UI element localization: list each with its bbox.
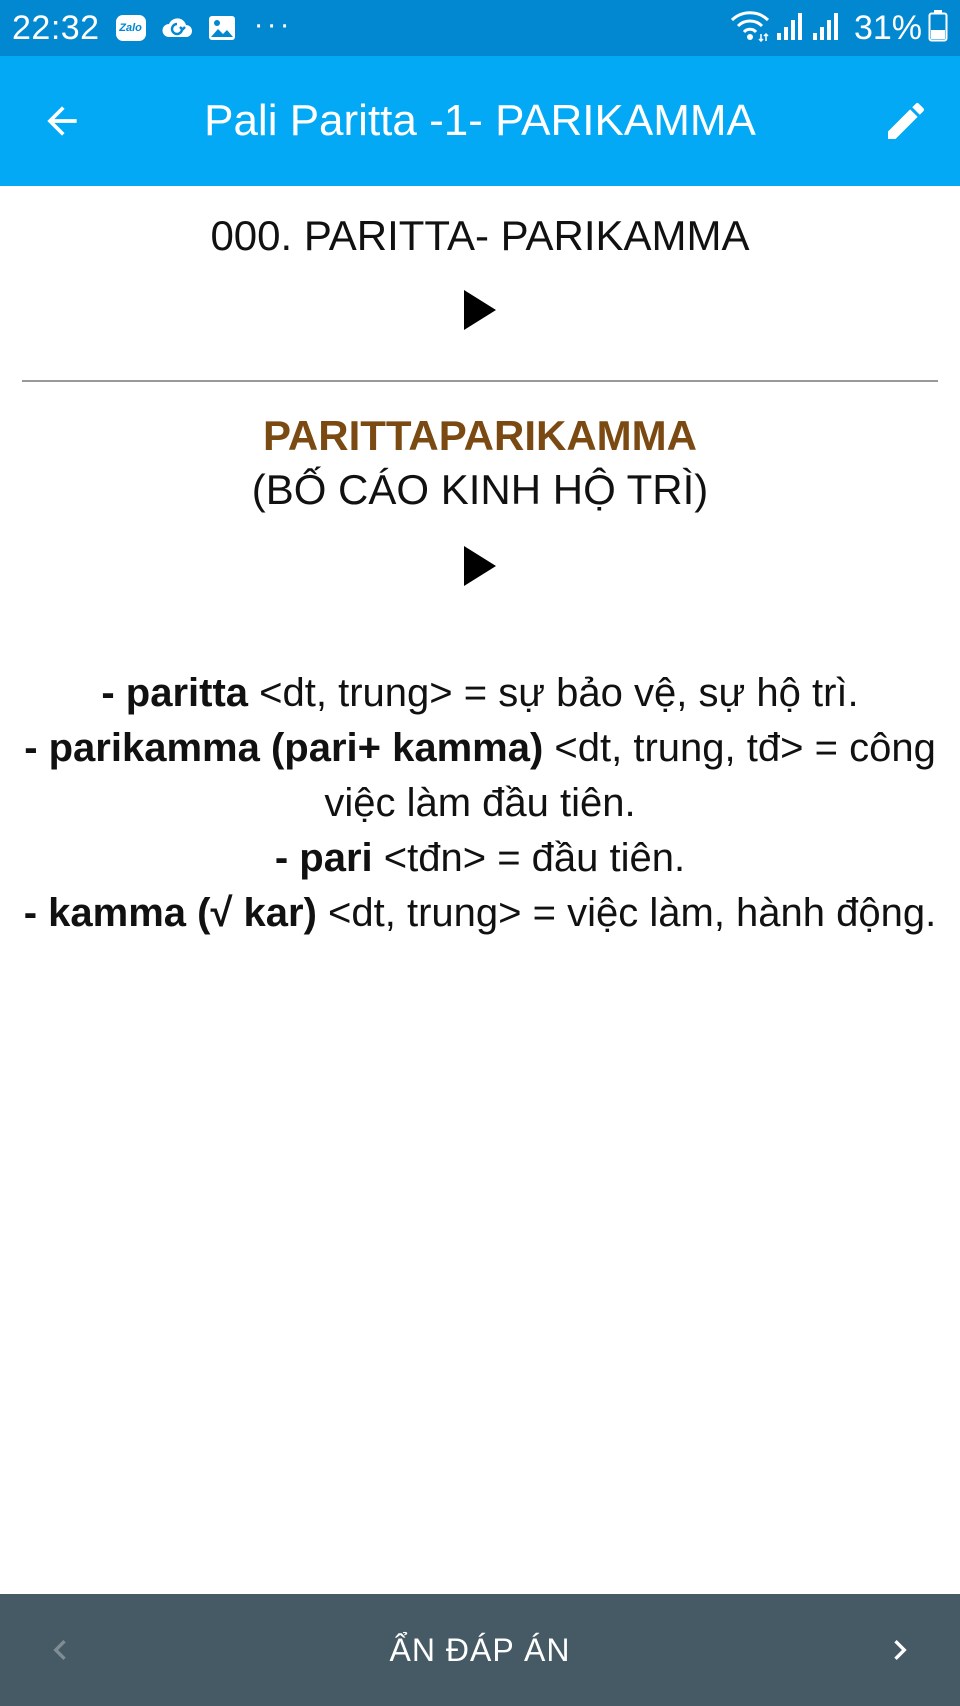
chevron-right-icon bbox=[880, 1630, 920, 1670]
prev-button[interactable] bbox=[28, 1618, 92, 1682]
status-time: 22:32 bbox=[12, 8, 100, 47]
next-button[interactable] bbox=[868, 1618, 932, 1682]
definition-term: - kamma (√ kar) bbox=[23, 891, 317, 935]
play-icon bbox=[460, 288, 500, 332]
divider bbox=[22, 380, 938, 382]
play-button-track[interactable] bbox=[450, 280, 510, 340]
status-bar bbox=[0, 0, 960, 56]
wifi-icon bbox=[730, 10, 770, 47]
definition-term: - pari bbox=[274, 836, 373, 880]
status-right-cluster bbox=[730, 9, 948, 48]
zalo-icon: Zalo bbox=[116, 15, 146, 41]
battery-icon bbox=[928, 10, 948, 47]
definition-text: <dt, trung> = sự bảo vệ, sự hộ trì. bbox=[248, 671, 859, 715]
gallery-icon bbox=[208, 15, 236, 41]
definition-item bbox=[20, 721, 940, 831]
definition-item bbox=[20, 831, 940, 886]
battery-percent: 31% bbox=[853, 8, 922, 47]
definition-item bbox=[20, 886, 940, 941]
pencil-icon bbox=[882, 97, 930, 145]
chevron-left-icon bbox=[40, 1630, 80, 1670]
signal-icon-sim1 bbox=[776, 11, 806, 46]
signal-icon-sim2 bbox=[812, 11, 842, 46]
definition-term: - paritta bbox=[101, 671, 249, 715]
arrow-back-icon bbox=[40, 99, 84, 143]
definitions-list bbox=[0, 666, 960, 941]
play-icon bbox=[460, 544, 500, 588]
track-title: 000. PARITTA- PARIKAMMA bbox=[210, 212, 750, 259]
more-dots-icon: ··· bbox=[253, 8, 293, 41]
back-button[interactable] bbox=[30, 89, 94, 153]
definition-text: <tđn> = đầu tiên. bbox=[372, 836, 686, 880]
hide-answer-button[interactable]: ẨN ĐÁP ÁN bbox=[389, 1631, 571, 1668]
lesson-content bbox=[0, 186, 960, 1594]
page-title: Pali Paritta -1- PARIKAMMA bbox=[204, 96, 756, 145]
edit-button[interactable] bbox=[874, 89, 938, 153]
definition-item bbox=[20, 666, 940, 721]
definition-term: - parikamma (pari+ kamma) bbox=[24, 726, 544, 770]
lesson-title: PARITTAPARIKAMMA bbox=[263, 412, 697, 459]
lesson-subtitle: (BỐ CÁO KINH HỘ TRÌ) bbox=[251, 466, 709, 513]
bottom-bar bbox=[0, 1594, 960, 1706]
definition-text: <dt, trung> = việc làm, hành động. bbox=[316, 891, 937, 935]
cloud-sync-icon bbox=[160, 15, 194, 41]
definition-text: <dt, trung, tđ> = công việc làm đầu tiên. bbox=[324, 726, 936, 825]
app-bar bbox=[0, 56, 960, 186]
play-button-lesson[interactable] bbox=[450, 536, 510, 596]
